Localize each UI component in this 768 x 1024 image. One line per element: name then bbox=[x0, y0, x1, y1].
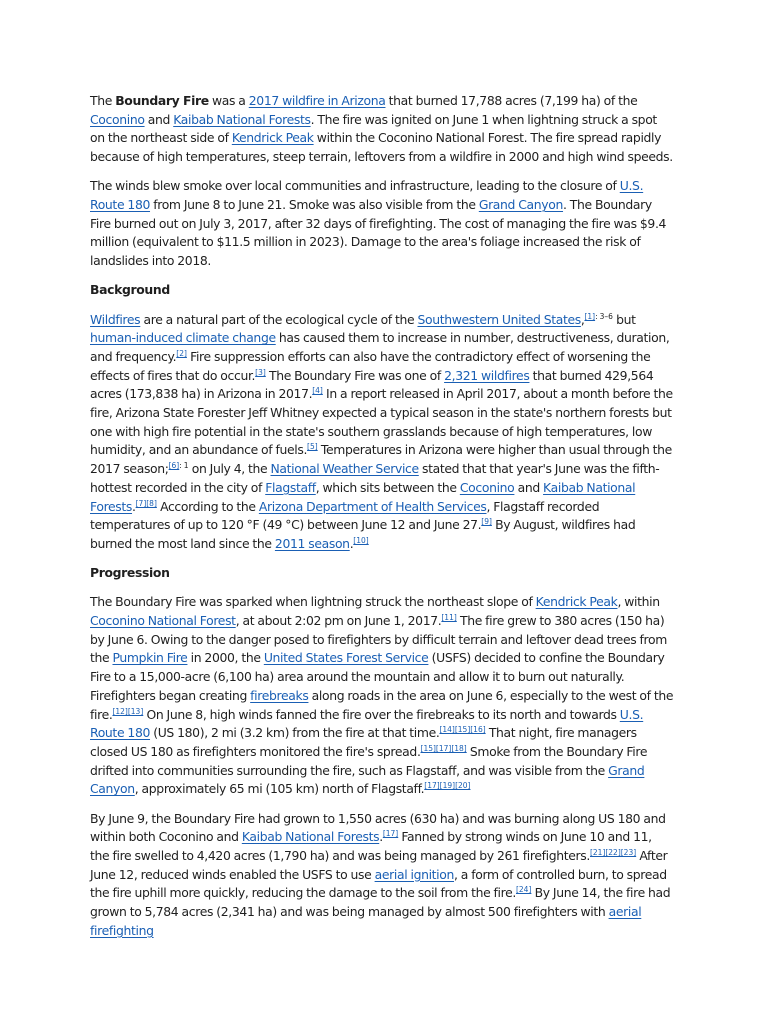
text-run: , within bbox=[617, 594, 660, 610]
page-ref: : 3–6 bbox=[595, 311, 613, 321]
text-run: . The fire was ignited on June 1 when lightning struck a spot on the northeast side of bbox=[90, 111, 657, 146]
text-run: . bbox=[132, 498, 136, 514]
article-link[interactable]: Grand Canyon bbox=[478, 197, 564, 213]
text-run: , approximately 65 mi (105 km) north of Flagstaff. bbox=[134, 781, 425, 797]
intro-paragraph bbox=[90, 92, 674, 167]
article-link[interactable]: human-induced climate change bbox=[90, 330, 276, 346]
citation-link[interactable]: [15][17][18] bbox=[420, 744, 467, 753]
text-run: By August, wildfires had burned the most land since the bbox=[90, 517, 636, 551]
citation-link[interactable]: [9] bbox=[481, 517, 492, 527]
text-run: , Flagstaff recorded temperatures of up to 120 °F (49 °C) between June 12 and June 27. bbox=[90, 498, 600, 533]
article-link[interactable]: Pumpkin Fire bbox=[112, 650, 188, 666]
text-run: , at about 2:02 pm on June 1, 2017. bbox=[235, 613, 442, 629]
text-run: that burned 17,788 acres (7,199 ha) of the bbox=[385, 93, 638, 108]
text-run: Fanned by strong winds on June 10 and 11, the fire swelled to 4,420 acres (1,790 ha) and was being managed by 261 firefighters. bbox=[90, 829, 652, 864]
text-run: According to the bbox=[156, 498, 259, 514]
citation-ref bbox=[112, 707, 143, 716]
article-link[interactable]: U.S. Route 180 bbox=[90, 178, 644, 213]
text-run: Fire suppression efforts can also have the contradictory effect of worsening the effects of fires that do occur. bbox=[90, 348, 651, 383]
text-run: That night, fire managers closed US 180 as firefighters monitored the fire's spread. bbox=[90, 725, 637, 759]
citation-ref bbox=[481, 517, 492, 526]
citation-link[interactable]: [17][19][20] bbox=[424, 781, 471, 791]
article-link[interactable]: United States Forest Service bbox=[263, 650, 429, 666]
article-link[interactable]: Kaibab National Forests bbox=[241, 829, 380, 845]
text-run: stated that that year's June was the fifth-hottest recorded in the city of bbox=[90, 461, 660, 495]
text-run: In a report released in April 2017, about a month before the fire, Arizona State Forester Jeff Whitney expected a typical season in the state's northern forests but one with high fire potential in the state's southern grasslands because of high temperatures, low humidity, and an abundance of fuels. bbox=[90, 386, 673, 458]
article-link[interactable]: Kendrick Peak bbox=[535, 594, 618, 610]
text-run: but bbox=[612, 311, 636, 327]
section-paragraph bbox=[90, 810, 674, 941]
citation-link[interactable]: [11] bbox=[441, 613, 457, 623]
citation-ref bbox=[584, 312, 595, 321]
text-run: On June 8, high winds fanned the fire over the firebreaks to its north and towards bbox=[143, 706, 620, 722]
article-link[interactable]: 2,321 wildfires bbox=[444, 367, 530, 383]
intro bbox=[90, 92, 674, 271]
article-link[interactable]: Coconino bbox=[90, 111, 145, 127]
text-run: By June 14, the fire had grown to 5,784 acres (2,341 ha) and was being managed by almost 500 firefighters with bbox=[90, 885, 671, 920]
citation-link[interactable]: [4] bbox=[312, 386, 323, 396]
citation-ref bbox=[307, 442, 318, 451]
citation-ref bbox=[424, 781, 470, 790]
citation-link[interactable]: [2] bbox=[176, 348, 187, 358]
text-run: . bbox=[379, 829, 383, 845]
article-link[interactable]: National Weather Service bbox=[270, 461, 419, 477]
article-link[interactable]: Flagstaff bbox=[265, 479, 316, 495]
article-link[interactable]: Coconino National Forest bbox=[90, 613, 236, 629]
text-run: Smoke from the Boundary Fire drifted into communities surrounding the fire, such as Flagstaff, and was visible from the bbox=[90, 744, 648, 778]
citation-ref bbox=[421, 744, 467, 753]
citation-link[interactable]: [6] bbox=[168, 461, 180, 471]
text-run: within the Coconino National Forest. The fire spread rapidly because of high temperatures, steep terrain, leftovers from a wildfire in 2000 and high wind speeds. bbox=[90, 130, 673, 165]
text-run: The Boundary Fire was one of bbox=[265, 367, 445, 383]
text-run: that burned 429,564 acres (173,838 ha) in Arizona in 2017. bbox=[90, 367, 654, 402]
section-paragraph bbox=[90, 593, 674, 799]
citation-ref bbox=[136, 499, 157, 508]
text-run: . The Boundary Fire burned out on July 3, 2017, after 32 days of firefighting. The cost of managing the fire was $9.4 million (equivalent to $11.5 million in 2023). Damage to the area's foliage increased the risk of landslides into 2018. bbox=[90, 197, 667, 269]
text-run: on July 4, the bbox=[188, 461, 271, 477]
citation-ref bbox=[255, 368, 266, 377]
article-link[interactable]: aerial ignition bbox=[374, 866, 455, 882]
article-link[interactable]: 2011 season bbox=[274, 535, 350, 551]
intro-paragraph bbox=[90, 177, 674, 271]
text-run: The winds blew smoke over local communities and infrastructure, leading to the closure of bbox=[90, 178, 620, 194]
page-ref: : 1 bbox=[179, 461, 189, 471]
citation-link[interactable]: [7][8] bbox=[135, 498, 157, 508]
article-body bbox=[90, 92, 674, 951]
citation-ref bbox=[441, 613, 456, 622]
section-heading: Progression bbox=[90, 565, 170, 581]
text-run: , bbox=[580, 311, 585, 327]
citation-ref bbox=[439, 725, 485, 734]
text-run: , which sits between the bbox=[315, 479, 460, 495]
citation-link[interactable]: [3] bbox=[255, 367, 266, 377]
article-link[interactable]: Wildfires bbox=[90, 311, 141, 327]
section-heading: Background bbox=[90, 282, 170, 298]
text-run: , a form of controlled burn, to spread the fire uphill more quickly, reducing the damage to the soil from the fire. bbox=[90, 866, 667, 901]
citation-ref bbox=[176, 349, 187, 358]
citation-link[interactable]: [14][15][16] bbox=[439, 725, 486, 735]
text-run: After June 12, reduced winds enabled the USFS to use bbox=[90, 848, 668, 882]
text-run: The fire grew to 380 acres (150 ha) by June 6. Owing to the danger posed to firefighters by difficult terrain and leftover dead trees from the bbox=[90, 613, 667, 666]
text-run: and bbox=[144, 111, 174, 127]
citation-ref bbox=[590, 848, 636, 857]
text-run: are a natural part of the ecological cycle of the bbox=[140, 311, 418, 327]
citation-ref bbox=[353, 536, 368, 545]
text-run: in 2000, the bbox=[187, 650, 264, 666]
text-run: has caused them to increase in number, destructiveness, duration, and frequency. bbox=[90, 330, 670, 364]
citation-link[interactable]: [24] bbox=[515, 885, 532, 895]
citation-link[interactable]: [10] bbox=[353, 535, 369, 545]
citation-link[interactable]: [12][13] bbox=[112, 706, 144, 716]
text-run: (US 180), 2 mi (3.2 km) from the fire at that time. bbox=[150, 725, 440, 741]
citation-ref bbox=[312, 386, 323, 395]
section-background bbox=[90, 281, 674, 553]
citation-link[interactable]: [17] bbox=[382, 829, 399, 839]
text-run: along roads in the area on June 6, especially to the west of the fire. bbox=[90, 687, 674, 722]
article-link[interactable]: Coconino bbox=[459, 479, 515, 495]
article-link[interactable]: aerial firefighting bbox=[90, 904, 642, 938]
text-run: The bbox=[90, 93, 116, 108]
text-run: . bbox=[349, 535, 354, 551]
article-link[interactable]: Kaibab National Forests bbox=[90, 479, 636, 514]
article-link[interactable]: 2017 wildfire in Arizona bbox=[248, 93, 386, 108]
article-link[interactable]: Arizona Department of Health Services bbox=[258, 498, 487, 514]
citation-link[interactable]: [1] bbox=[584, 311, 596, 321]
section-progression bbox=[90, 564, 674, 940]
article-link[interactable]: U.S. Route 180 bbox=[90, 706, 644, 741]
citation-ref bbox=[169, 461, 180, 470]
text-run: By June 9, the Boundary Fire had grown to 1,550 acres (630 ha) and was burning along US 180 and within both Coconino and bbox=[90, 810, 666, 845]
text-run: was a bbox=[208, 93, 249, 108]
citation-link[interactable]: [5] bbox=[307, 442, 318, 452]
section-paragraph bbox=[90, 311, 674, 554]
citation-link[interactable]: [21][22][23] bbox=[589, 848, 637, 858]
bold-term: Boundary Fire bbox=[115, 93, 209, 108]
article-link[interactable]: Southwestern United States bbox=[417, 311, 581, 327]
article-link[interactable]: Kendrick Peak bbox=[231, 130, 314, 146]
article-link[interactable]: firebreaks bbox=[250, 687, 309, 703]
text-run: and bbox=[514, 479, 544, 495]
text-run: (USFS) decided to confine the Boundary Fire to a 15,000-acre (6,100 ha) area around the mountain and allow it to burn out naturally. Firefighters began creating bbox=[90, 650, 665, 703]
text-run: Temperatures in Arizona were higher than usual through the 2017 season; bbox=[90, 442, 672, 477]
citation-ref bbox=[383, 829, 398, 838]
citation-ref bbox=[516, 885, 531, 894]
article-link[interactable]: Kaibab National Forests bbox=[173, 111, 311, 127]
article-link[interactable]: Grand Canyon bbox=[90, 762, 645, 797]
text-run: from June 8 to June 21. Smoke was also visible from the bbox=[150, 197, 479, 213]
text-run: The Boundary Fire was sparked when lightning struck the northeast slope of bbox=[90, 594, 536, 610]
